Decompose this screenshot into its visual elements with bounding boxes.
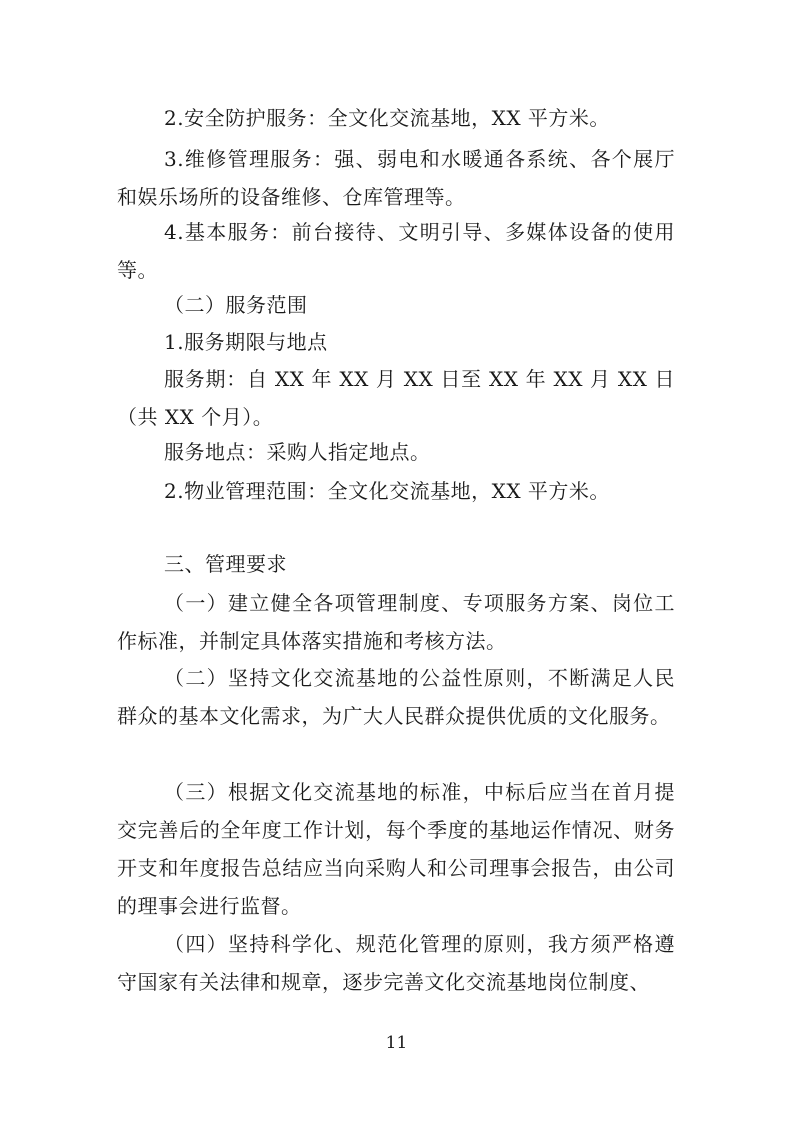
paragraph-requirement-3: （三）根据文化交流基地的标准，中标后应当在首月提交完善后的全年度工作计划，每个季度的基地运作情况、财务开支和年度报告总结应当向采购人和公司理事会报告，由公司的理事会进行监督。 [117,780,675,918]
paragraph-security-service: 2.安全防护服务：全文化交流基地，XX 平方米。 [164,106,610,130]
paragraph-service-location: 服务地点：采购人指定地点。 [164,440,431,464]
paragraph-requirement-4: （四）坚持科学化、规范化管理的原则，我方须严格遵守国家有关法律和规章，逐步完善文化交流基地岗位制度、 [117,932,675,994]
page-number: 11 [385,1033,408,1053]
section-heading-service-scope: （二）服务范围 [164,293,308,317]
paragraph-service-period-location: 1.服务期限与地点 [164,330,328,354]
paragraph-maintenance-service: 3.维修管理服务：强、弱电和水暖通各系统、各个展厅和娱乐场所的设备维修、仓库管理等。 [117,147,675,209]
paragraph-requirement-1: （一）建立健全各项管理制度、专项服务方案、岗位工作标准，并制定具体落实措施和考核方法。 [117,591,675,653]
paragraph-service-period: 服务期：自 XX 年 XX 月 XX 日至 XX 年 XX 月 XX 日（共 XX 个月）。 [117,367,675,429]
paragraph-basic-service: 4.基本服务：前台接待、文明引导、多媒体设备的使用等。 [117,220,675,282]
section-heading-management-requirements: 三、管理要求 [164,552,287,576]
paragraph-requirement-2: （二）坚持文化交流基地的公益性原则，不断满足人民群众的基本文化需求，为广大人民群众提供优质的文化服务。 [117,666,675,728]
paragraph-property-scope: 2.物业管理范围：全文化交流基地，XX 平方米。 [164,479,610,503]
